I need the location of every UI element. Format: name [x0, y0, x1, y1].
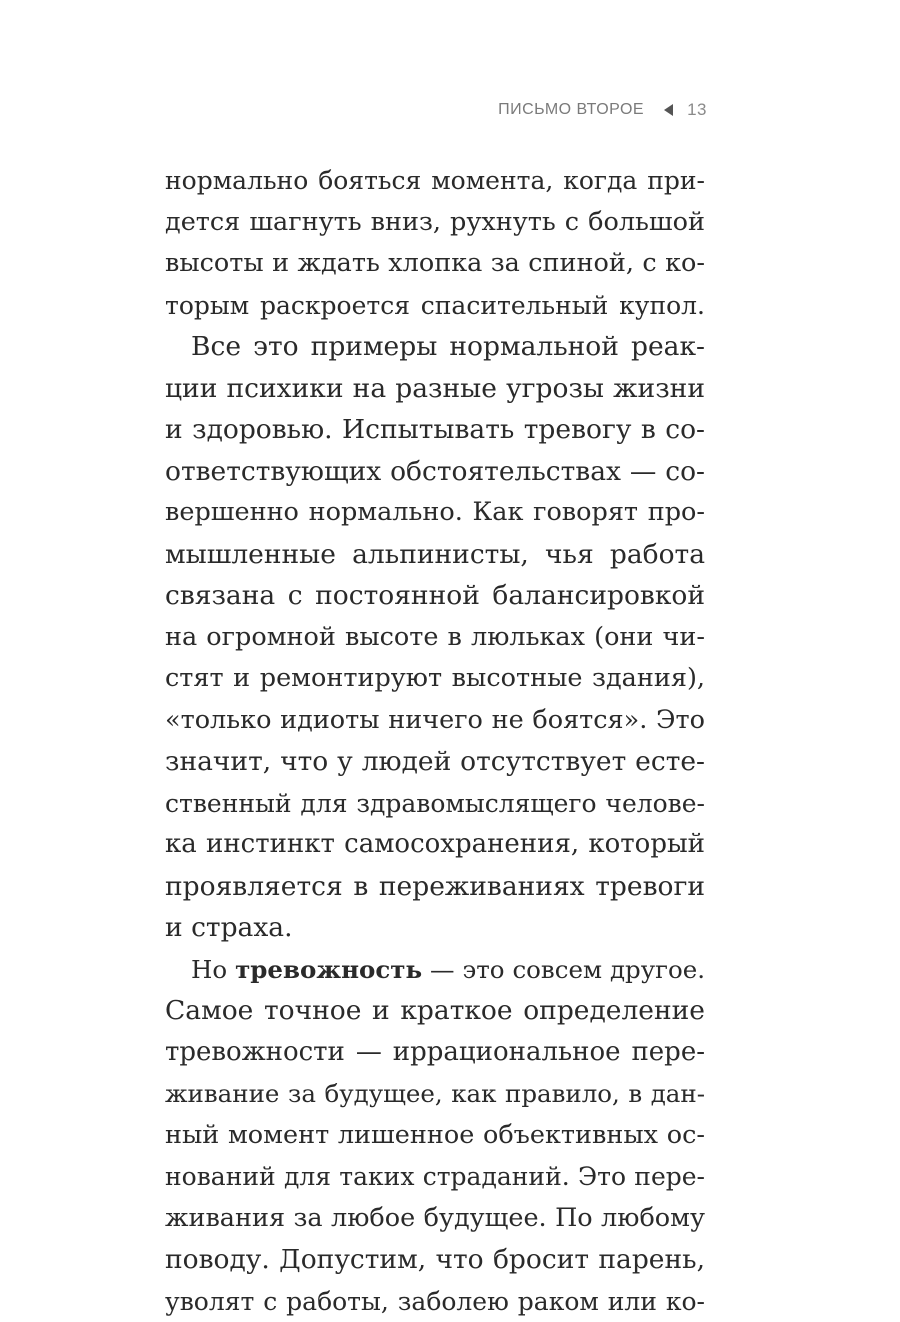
text-line: тревожности — иррациональное пере- [165, 1032, 705, 1074]
text-line-prefix: Но [191, 955, 235, 984]
text-line: ка инстинкт самосохранения, который [165, 824, 705, 866]
text-line: мышленные альпинисты, чья работа [165, 534, 705, 576]
text-line: ции психики на разные угрозы жизни [165, 368, 705, 410]
emphasized-term: тревожность [235, 955, 422, 984]
text-line [165, 326, 705, 368]
text-line-suffix: — это совсем другое. [422, 955, 705, 984]
text-line: высоты и ждать хлопка за спиной, с ко- [165, 243, 705, 285]
body-text [165, 160, 705, 1322]
text-line: нормально бояться момента, когда при- [165, 160, 705, 202]
text-line: значит, что у людей отсутствует есте- [165, 741, 705, 783]
text-line: нований для таких страданий. Это пере- [165, 1156, 705, 1198]
text-line: связана с постоянной балансировкой [165, 575, 705, 617]
text-line: и здоровью. Испытывать тревогу в со- [165, 409, 705, 451]
text-line: Самое точное и краткое определение [165, 990, 705, 1032]
text-line: проявляется в переживаниях тревоги [165, 866, 705, 908]
text-line: вершенно нормально. Как говорят про- [165, 492, 705, 534]
left-triangle-icon [664, 104, 673, 116]
text-line: уволят с работы, заболею раком или ко- [165, 1281, 705, 1322]
text-line-content: Все это примеры нормальной реак- [191, 331, 705, 362]
chapter-title: ПИСЬМО ВТОРОЕ [498, 101, 644, 119]
text-line: ответствующих обстоятельствах — со- [165, 451, 705, 493]
text-line: стят и ремонтируют высотные здания), [165, 658, 705, 700]
text-line: живания за любое будущее. По любому [165, 1198, 705, 1240]
text-line [165, 949, 705, 991]
running-head [498, 100, 707, 120]
text-line: на огромной высоте в люльках (они чи- [165, 617, 705, 659]
text-line: дется шагнуть вниз, рухнуть с большой [165, 202, 705, 244]
text-line: торым раскроется спасительный купол. [165, 285, 705, 327]
text-line: и страха. [165, 907, 705, 949]
text-line: ственный для здравомыслящего челове- [165, 783, 705, 825]
page-number: 13 [687, 100, 707, 120]
text-line: живание за будущее, как правило, в дан- [165, 1073, 705, 1115]
text-line: ный момент лишенное объективных ос- [165, 1115, 705, 1157]
text-line: «только идиоты ничего не боятся». Это [165, 700, 705, 742]
text-line: поводу. Допустим, что бросит парень, [165, 1239, 705, 1281]
